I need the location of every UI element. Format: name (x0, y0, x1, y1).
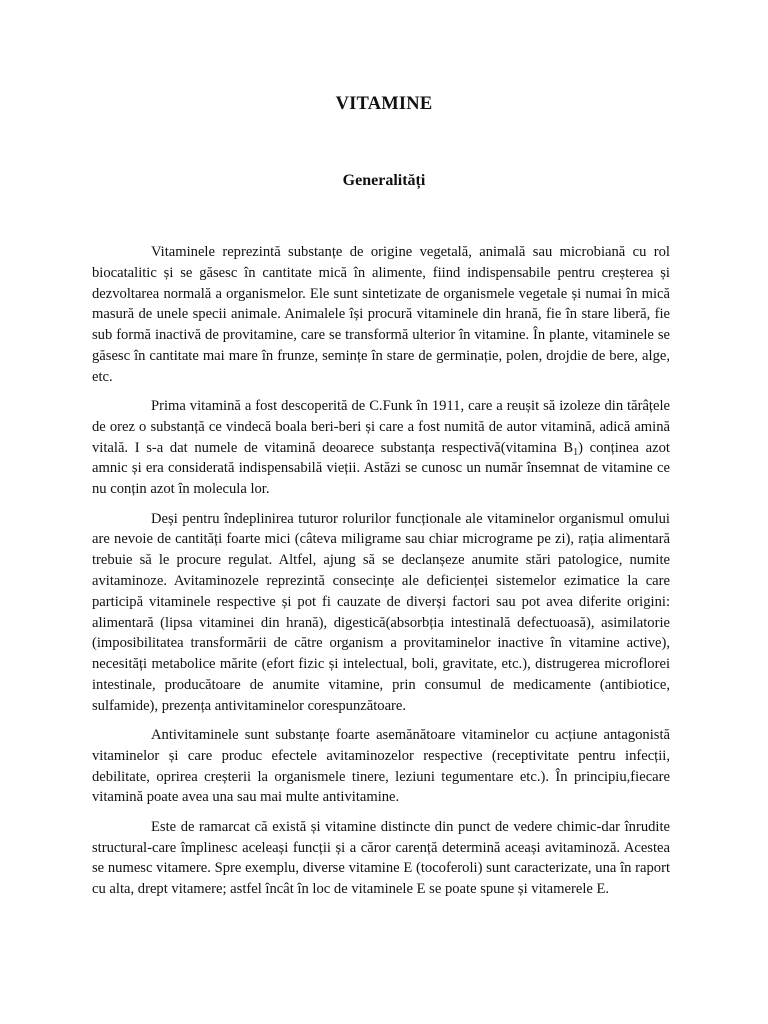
document-title: VITAMINE (335, 94, 433, 114)
paragraph-4: Antivitaminele sunt substanțe foarte asemănătoare vitaminelor cu acțiune antagonistă vitaminelor și care produc efectele avitaminozelor respective (receptivitate pentru infecții, debilitate, oprirea creșterii la organismele tinere, leziuni tegumentare etc.). În principiu,fiecare vitamină poate avea una sau mai multe antivitamine. (92, 727, 670, 806)
paragraph-2 (92, 396, 670, 500)
paragraph-1: Vitaminele reprezintă substanțe de origine vegetală, animală sau microbiană cu rol biocatalitic și se găsesc în cantitate mică în alimente, fiind indispensabile pentru creșterea și dezvoltarea normală a organismelor. Ele sunt sintetizate de organismele vegetale și numai în mică masură de unele specii animale. Animalele își procură vitaminele din hrană, fie în stare liberă, fie sub formă inactivă de provitamine, care se transformă ulterior în vitamine. În plante, vitaminele se găsesc în cantitate mai mare în frunze, semințe în stare de germinație, polen, drojdie de bere, alge, etc. (92, 244, 670, 385)
document-body (92, 242, 670, 908)
paragraph-2-text-b: ) conținea azot amnic și era considerată indispensabilă vieții. Astăzi se cunosc un număr însemnat de vitamine ce nu conțin azot în molecula lor. (92, 439, 670, 498)
subscript-1: 1 (573, 446, 579, 458)
section-heading: Generalități (342, 172, 426, 189)
paragraph-3: Deși pentru îndeplinirea tuturor rolurilor funcționale ale vitaminelor organismul omului are nevoie de cantități foarte mici (câteva miligrame sau chiar micrograme pe zi), rația alimentară trebuie să le procure regulat. Altfel, ajung să se declanșeze anumite stări patologice, numite avitaminoze. Avitaminozele reprezintă consecințe ale deficienței sistemelor ezimatice la care participă vitaminele respective și pot fi cauzate de diverși factori sau pot avea diferite origini: alimentară (lipsa vitaminei din hrană), digestică(absorbția intestinală defectuoasă), asimilatorie (imposibilitatea transformării de către organism a provitaminelor inactive în vitamine active), necesități metabolice mărite (efort fizic și intelectual, boli, gravitate, etc.), distrugerea microflorei intestinale, producătoare de anumite vitamine, prin consumul de medicamente (antibiotice, sulfamide), prezența antivitaminelor corespunzătoare. (92, 510, 670, 714)
paragraph-5: Este de ramarcat că există și vitamine distincte din punct de vedere chimic-dar înrudite structural-care împlinesc aceleași funcții și a căror carență determină aceași avitaminoză. Acestea se numesc vitamere. Spre exemplu, diverse vitamine E (tocoferoli) sunt caracterizate, una în raport cu alta, drept vitamere; astfel încât în loc de vitaminele E se poate spune și vitamerele E. (92, 818, 670, 898)
paragraph-2-text-a: Prima vitamină a fost descoperită de C.Funk în 1911, care a reușit să izoleze din tărâțele de orez o substanță ce vindecă boala beri-beri și care a fost numită de autor vitamină, adică amină vitală. I s-a dat numele de vitamină deoarece substanța respectivă(vitamina B (92, 398, 670, 456)
